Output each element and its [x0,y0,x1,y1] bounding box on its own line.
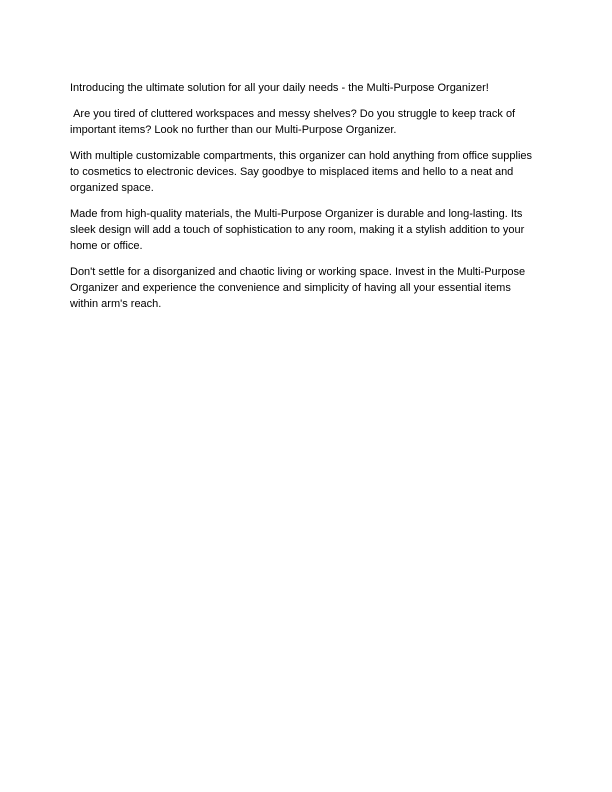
paragraph-problem: Are you tired of cluttered workspaces and messy shelves? Do you struggle to keep track of important items? Look no further than our Multi-Purpose Organizer. [70,108,519,136]
paragraph-compartments: With multiple customizable compartments, this organizer can hold anything from office supplies to cosmetics to electronic devices. Say goodbye to misplaced items and hello to a neat and organized space. [70,150,536,194]
paragraph-intro: Introducing the ultimate solution for all your daily needs - the Multi-Purpose Organizer! [70,82,489,94]
paragraph-materials: Made from high-quality materials, the Multi-Purpose Organizer is durable and long-lasting. Its sleek design will add a touch of sophistication to any room, making it a stylish addition to your home or office. [70,208,528,252]
paragraph-call-to-action: Don't settle for a disorganized and chaotic living or working space. Invest in the Multi-Purpose Organizer and experience the convenience and simplicity of having all your essential items within arm's reach. [70,266,529,310]
